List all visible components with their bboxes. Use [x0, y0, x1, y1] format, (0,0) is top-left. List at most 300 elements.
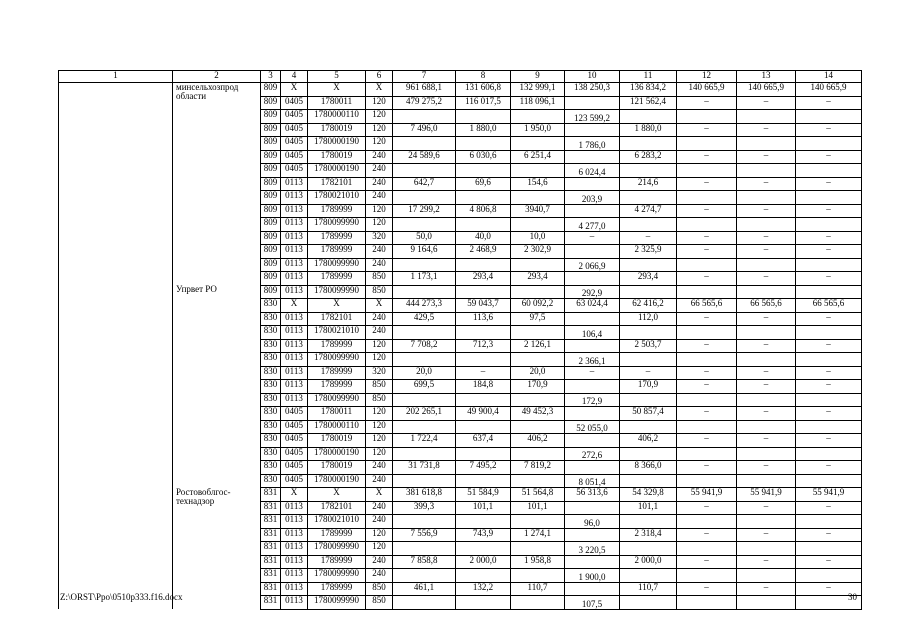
table-cell	[511, 137, 565, 151]
table-cell: 0113	[281, 515, 308, 529]
table-cell: 831	[261, 515, 281, 529]
table-cell	[511, 542, 565, 556]
table-cell: 2 318,4	[620, 528, 677, 542]
column-number-header: 4	[281, 71, 308, 83]
table-cell	[677, 218, 737, 232]
table-cell: 1789999	[308, 555, 366, 569]
table-cell	[677, 596, 737, 610]
table-cell: 112,0	[620, 312, 677, 326]
table-cell: 699,5	[393, 380, 456, 394]
table-cell: 1780099990	[308, 218, 366, 232]
table-cell: 1780000190	[308, 137, 366, 151]
table-cell: 184,8	[456, 380, 511, 394]
table-cell	[393, 110, 456, 124]
table-cell: –	[620, 366, 677, 380]
table-cell	[737, 420, 796, 434]
table-cell: 0405	[281, 420, 308, 434]
table-cell: 399,3	[393, 501, 456, 515]
table-cell: 831	[261, 582, 281, 596]
table-cell	[620, 353, 677, 367]
table-cell: 240	[366, 461, 393, 475]
table-cell: –	[796, 501, 862, 515]
table-cell: 0113	[281, 366, 308, 380]
table-cell: 1780019	[308, 123, 366, 137]
table-cell: 1780099990	[308, 285, 366, 299]
organization-name-line: минсельхозпрод	[176, 82, 239, 92]
table-cell: 1780000110	[308, 110, 366, 124]
column-number-header: 13	[737, 71, 796, 83]
table-cell: 1789999	[308, 204, 366, 218]
table-cell: –	[737, 434, 796, 448]
table-cell: 809	[261, 177, 281, 191]
table-cell: –	[677, 461, 737, 475]
table-cell: 172,9	[565, 393, 620, 407]
table-cell	[677, 542, 737, 556]
table-cell: 2 302,9	[511, 245, 565, 259]
table-cell	[393, 285, 456, 299]
table-cell: 444 273,3	[393, 299, 456, 313]
table-cell	[565, 177, 620, 191]
table-cell: –	[796, 231, 862, 245]
table-cell: 809	[261, 285, 281, 299]
table-cell	[620, 218, 677, 232]
table-cell	[677, 474, 737, 488]
table-cell	[796, 447, 862, 461]
table-cell	[737, 110, 796, 124]
table-cell: 55 941,9	[677, 488, 737, 502]
table-cell: 272,6	[565, 447, 620, 461]
table-row	[59, 285, 862, 299]
table-cell	[620, 137, 677, 151]
table-cell: 1782101	[308, 501, 366, 515]
table-cell: 0113	[281, 191, 308, 205]
table-cell: –	[677, 555, 737, 569]
table-cell	[620, 110, 677, 124]
table-cell: 62 416,2	[620, 299, 677, 313]
header-row	[59, 71, 862, 83]
table-cell: –	[737, 461, 796, 475]
table-cell	[393, 218, 456, 232]
table-cell	[737, 191, 796, 205]
table-cell: X	[281, 83, 308, 97]
table-cell: 830	[261, 312, 281, 326]
table-cell: 406,2	[511, 434, 565, 448]
table-cell: 123 599,2	[565, 110, 620, 124]
table-cell: 9 164,6	[393, 245, 456, 259]
table-cell	[796, 137, 862, 151]
table-cell	[456, 191, 511, 205]
table-cell: 1789999	[308, 380, 366, 394]
table-cell: 120	[366, 434, 393, 448]
table-cell: –	[565, 366, 620, 380]
table-cell: 120	[366, 339, 393, 353]
table-cell: 0113	[281, 285, 308, 299]
table-cell: 113,6	[456, 312, 511, 326]
table-cell	[796, 218, 862, 232]
table-cell	[511, 596, 565, 610]
organization-name-line: области	[176, 91, 207, 101]
table-cell: 170,9	[620, 380, 677, 394]
table-cell	[796, 258, 862, 272]
table-cell: 54 329,8	[620, 488, 677, 502]
table-cell: 320	[366, 231, 393, 245]
table-cell	[511, 164, 565, 178]
column-number-header: 14	[796, 71, 862, 83]
table-cell: 6 251,4	[511, 150, 565, 164]
table-cell: 51 564,8	[511, 488, 565, 502]
table-cell: –	[677, 312, 737, 326]
table-cell	[796, 515, 862, 529]
table-cell: 830	[261, 447, 281, 461]
table-cell: 1780000190	[308, 447, 366, 461]
table-cell: 1 786,0	[565, 137, 620, 151]
table-cell: 1782101	[308, 312, 366, 326]
table-cell	[456, 393, 511, 407]
table-cell	[511, 569, 565, 583]
table-cell	[511, 258, 565, 272]
table-cell	[511, 420, 565, 434]
table-cell: –	[737, 582, 796, 596]
table-cell: 2 366,1	[565, 353, 620, 367]
table-cell: 138 250,3	[565, 83, 620, 97]
table-cell: 120	[366, 420, 393, 434]
table-cell: –	[677, 380, 737, 394]
table-cell	[620, 326, 677, 340]
table-cell: 136 834,2	[620, 83, 677, 97]
table-cell: 1782101	[308, 177, 366, 191]
table-cell	[677, 447, 737, 461]
table-cell: 1780099990	[308, 353, 366, 367]
table-cell: 809	[261, 150, 281, 164]
table-cell: –	[677, 582, 737, 596]
table-cell	[511, 474, 565, 488]
table-cell: 0113	[281, 177, 308, 191]
table-cell: 831	[261, 488, 281, 502]
table-cell: 121 562,4	[620, 96, 677, 110]
table-cell: 809	[261, 245, 281, 259]
table-cell: 120	[366, 96, 393, 110]
table-cell: 240	[366, 474, 393, 488]
table-cell: 831	[261, 528, 281, 542]
table-cell	[456, 137, 511, 151]
table-cell	[737, 447, 796, 461]
table-cell	[620, 447, 677, 461]
table-cell: 132,2	[456, 582, 511, 596]
table-cell: 1789999	[308, 528, 366, 542]
table-cell: X	[366, 299, 393, 313]
column-number-header: 2	[173, 71, 261, 83]
table-cell: 7 819,2	[511, 461, 565, 475]
table-cell: –	[677, 204, 737, 218]
table-cell: 2 468,9	[456, 245, 511, 259]
table-cell: –	[737, 150, 796, 164]
table-cell: 0113	[281, 596, 308, 610]
table-cell: 0405	[281, 164, 308, 178]
table-cell: 479 275,2	[393, 96, 456, 110]
table-cell: 0113	[281, 272, 308, 286]
table-cell: 830	[261, 461, 281, 475]
table-cell: 0405	[281, 96, 308, 110]
table-cell: 809	[261, 258, 281, 272]
table-cell: 240	[366, 191, 393, 205]
table-cell	[796, 326, 862, 340]
table-cell: 0113	[281, 245, 308, 259]
table-cell	[796, 191, 862, 205]
table-cell	[456, 326, 511, 340]
table-cell: 0113	[281, 542, 308, 556]
table-cell	[393, 393, 456, 407]
table-cell	[620, 569, 677, 583]
table-cell: 214,6	[620, 177, 677, 191]
table-cell: –	[677, 245, 737, 259]
table-cell: –	[796, 407, 862, 421]
table-cell: 830	[261, 299, 281, 313]
table-cell: 170,9	[511, 380, 565, 394]
table-cell	[796, 353, 862, 367]
table-cell: 140 665,9	[677, 83, 737, 97]
table-cell	[796, 164, 862, 178]
table-cell: 52 055,0	[565, 420, 620, 434]
table-cell: 0113	[281, 326, 308, 340]
column-number-header: 6	[366, 71, 393, 83]
table-cell: 1780019	[308, 434, 366, 448]
table-cell: 1780021010	[308, 191, 366, 205]
table-cell: 0405	[281, 150, 308, 164]
table-cell	[565, 555, 620, 569]
table-cell	[511, 191, 565, 205]
table-cell: 7 496,0	[393, 123, 456, 137]
table-cell: 809	[261, 272, 281, 286]
table-cell: 4 274,7	[620, 204, 677, 218]
table-cell: –	[737, 231, 796, 245]
table-cell: 49 900,4	[456, 407, 511, 421]
table-cell: 10,0	[511, 231, 565, 245]
table-cell	[456, 285, 511, 299]
table-cell: 830	[261, 353, 281, 367]
table-cell	[620, 258, 677, 272]
table-cell: 120	[366, 218, 393, 232]
table-cell	[456, 218, 511, 232]
table-cell	[737, 137, 796, 151]
table-cell: 118 096,1	[511, 96, 565, 110]
budget-table	[58, 70, 862, 610]
table-cell: 66 565,6	[737, 299, 796, 313]
table-cell: 0113	[281, 501, 308, 515]
table-cell: 809	[261, 231, 281, 245]
table-cell	[393, 353, 456, 367]
table-cell	[456, 542, 511, 556]
table-cell: 132 999,1	[511, 83, 565, 97]
organization-name-cell	[173, 83, 261, 286]
table-cell	[393, 137, 456, 151]
table-cell: 292,9	[565, 285, 620, 299]
table-cell: 830	[261, 339, 281, 353]
table-cell: X	[308, 488, 366, 502]
table-cell: 240	[366, 555, 393, 569]
table-cell	[677, 326, 737, 340]
table-cell: 240	[366, 501, 393, 515]
table-cell	[393, 191, 456, 205]
table-cell: 830	[261, 366, 281, 380]
table-cell: 831	[261, 569, 281, 583]
table-cell: 101,1	[620, 501, 677, 515]
table-cell: 743,9	[456, 528, 511, 542]
table-cell: 1780099990	[308, 596, 366, 610]
table-cell: 809	[261, 96, 281, 110]
table-cell: 66 565,6	[677, 299, 737, 313]
table-cell: 850	[366, 393, 393, 407]
table-cell	[796, 393, 862, 407]
table-cell	[565, 434, 620, 448]
column-number-header: 5	[308, 71, 366, 83]
table-cell: 20,0	[511, 366, 565, 380]
table-cell: 2 000,0	[620, 555, 677, 569]
table-cell: 1789999	[308, 245, 366, 259]
table-cell: 7 858,8	[393, 555, 456, 569]
table-cell: –	[796, 461, 862, 475]
table-cell: 240	[366, 164, 393, 178]
table-cell: 240	[366, 245, 393, 259]
table-cell: 1 950,0	[511, 123, 565, 137]
table-cell: 293,4	[456, 272, 511, 286]
table-cell: 850	[366, 285, 393, 299]
table-cell: 850	[366, 596, 393, 610]
table-cell: 830	[261, 326, 281, 340]
table-cell: –	[796, 312, 862, 326]
table-cell: –	[796, 96, 862, 110]
table-cell	[565, 380, 620, 394]
table-cell: 120	[366, 137, 393, 151]
table-cell: 0113	[281, 555, 308, 569]
table-cell: 850	[366, 380, 393, 394]
table-cell	[565, 272, 620, 286]
table-cell: 96,0	[565, 515, 620, 529]
table-cell	[620, 164, 677, 178]
table-cell	[677, 258, 737, 272]
table-cell: –	[677, 177, 737, 191]
organization-name-cell	[173, 285, 261, 488]
table-cell: 203,9	[565, 191, 620, 205]
table-cell: –	[737, 339, 796, 353]
table-cell: 4 277,0	[565, 218, 620, 232]
table-cell: 40,0	[456, 231, 511, 245]
table-cell	[456, 515, 511, 529]
table-cell	[620, 515, 677, 529]
table-cell: X	[281, 488, 308, 502]
table-cell: 830	[261, 407, 281, 421]
table-cell: 1780021010	[308, 515, 366, 529]
organization-name-line: технадзор	[176, 495, 215, 506]
table-cell	[511, 110, 565, 124]
table-cell	[677, 191, 737, 205]
table-cell: –	[737, 96, 796, 110]
table-cell	[796, 420, 862, 434]
table-cell: 0405	[281, 110, 308, 124]
table-cell: 0113	[281, 353, 308, 367]
table-cell: 1780099990	[308, 393, 366, 407]
column-number-header: 9	[511, 71, 565, 83]
table-cell: 1780099990	[308, 258, 366, 272]
table-cell	[796, 110, 862, 124]
table-cell: –	[737, 272, 796, 286]
table-cell: 49 452,3	[511, 407, 565, 421]
table-cell	[796, 542, 862, 556]
table-cell: –	[796, 245, 862, 259]
table-cell	[620, 285, 677, 299]
table-cell: –	[677, 231, 737, 245]
table-cell: –	[620, 231, 677, 245]
table-cell: 637,4	[456, 434, 511, 448]
table-cell: 830	[261, 474, 281, 488]
table-cell: –	[796, 434, 862, 448]
table-cell: 0405	[281, 137, 308, 151]
table-cell: 60 092,2	[511, 299, 565, 313]
table-cell: 1 722,4	[393, 434, 456, 448]
table-cell: 1780019	[308, 461, 366, 475]
table-cell: 0113	[281, 380, 308, 394]
table-cell: 831	[261, 542, 281, 556]
column-number-header: 3	[261, 71, 281, 83]
table-cell: 0113	[281, 258, 308, 272]
table-cell: –	[677, 339, 737, 353]
table-cell: –	[796, 528, 862, 542]
table-cell: –	[737, 555, 796, 569]
table-cell	[565, 245, 620, 259]
table-cell: –	[737, 177, 796, 191]
page-number: 30	[848, 592, 857, 602]
table-cell: 7 556,9	[393, 528, 456, 542]
column-number-header: 10	[565, 71, 620, 83]
table-cell: 0405	[281, 407, 308, 421]
table-cell: 69,6	[456, 177, 511, 191]
table-cell: 1 173,1	[393, 272, 456, 286]
table-cell: 0113	[281, 204, 308, 218]
table-cell: 0113	[281, 218, 308, 232]
table-cell	[565, 339, 620, 353]
table-cell: X	[308, 83, 366, 97]
table-cell: 2 325,9	[620, 245, 677, 259]
table-cell: –	[737, 123, 796, 137]
table-cell: 120	[366, 353, 393, 367]
table-cell: 809	[261, 204, 281, 218]
table-cell: 120	[366, 407, 393, 421]
table-cell	[565, 312, 620, 326]
table-cell: 140 665,9	[796, 83, 862, 97]
table-cell: 55 941,9	[796, 488, 862, 502]
table-cell: 809	[261, 137, 281, 151]
table-cell: –	[677, 528, 737, 542]
table-cell: 110,7	[620, 582, 677, 596]
table-cell	[737, 326, 796, 340]
table-cell: 2 503,7	[620, 339, 677, 353]
table-cell: 830	[261, 420, 281, 434]
table-cell: 24 589,6	[393, 150, 456, 164]
table-cell: 406,2	[620, 434, 677, 448]
table-cell: 154,6	[511, 177, 565, 191]
table-cell: 0113	[281, 231, 308, 245]
table-cell	[796, 569, 862, 583]
table-cell: 0405	[281, 461, 308, 475]
table-cell	[511, 326, 565, 340]
table-cell: 320	[366, 366, 393, 380]
table-cell: 830	[261, 380, 281, 394]
table-cell	[565, 461, 620, 475]
table-cell	[677, 137, 737, 151]
organization-name-line: Ростовоблгос-	[176, 487, 231, 497]
table-cell: 831	[261, 501, 281, 515]
table-cell	[677, 515, 737, 529]
table-cell: 120	[366, 123, 393, 137]
